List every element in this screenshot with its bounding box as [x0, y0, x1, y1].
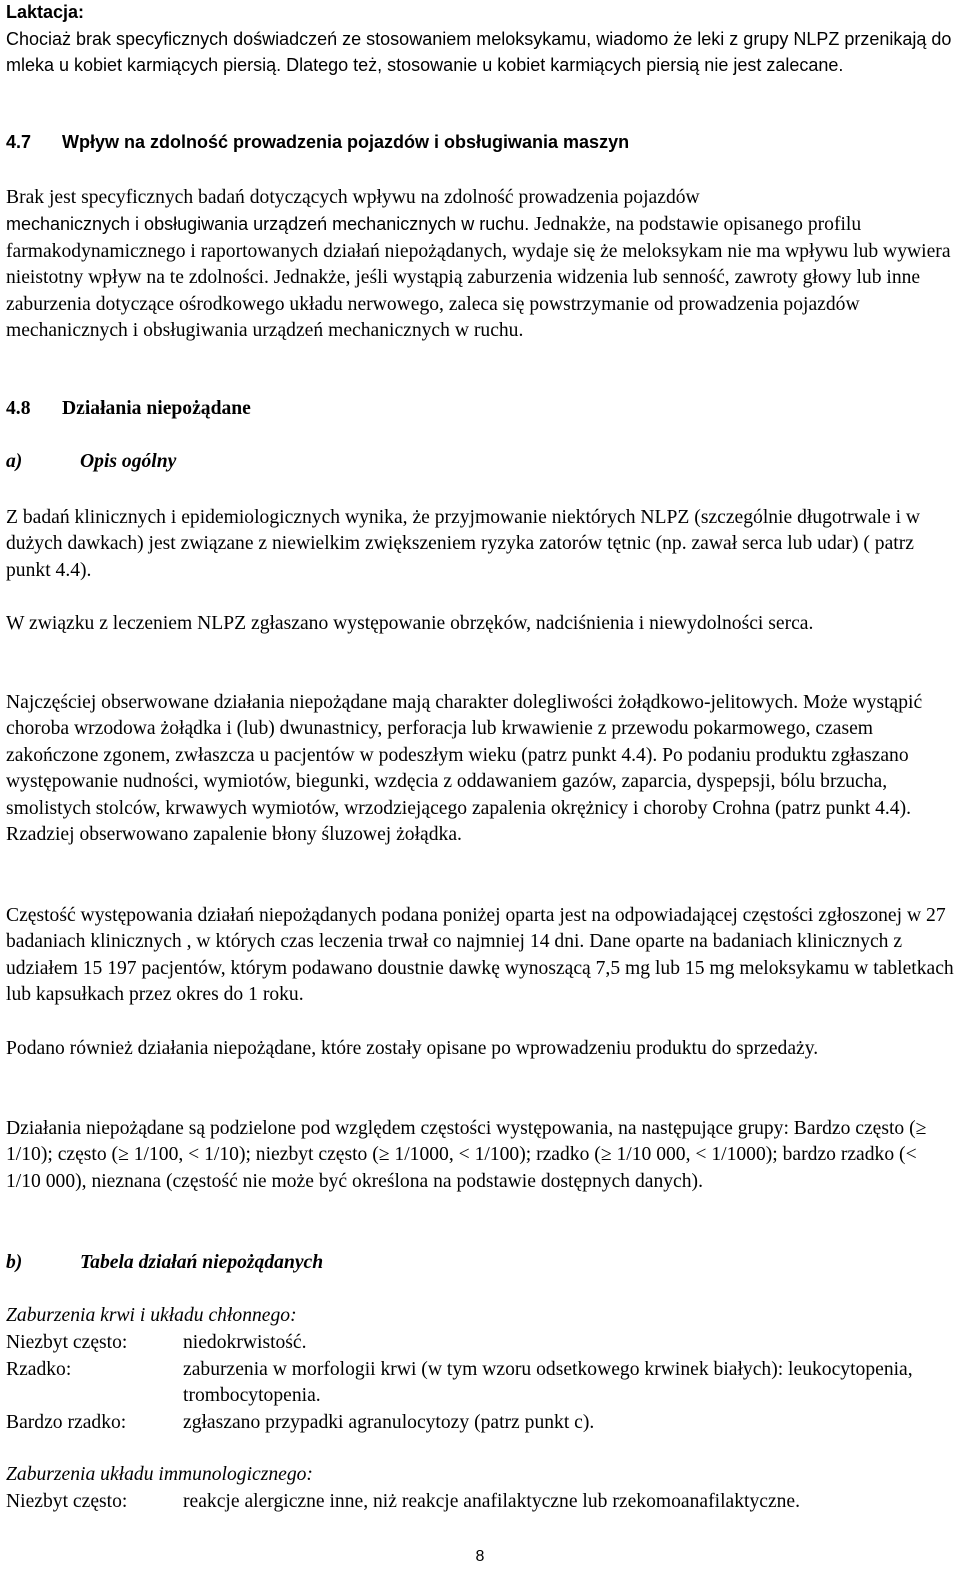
table-row: [6, 1357, 956, 1409]
reaction-description: niedokrwistość.: [183, 1332, 307, 1353]
group-heading-immune: Zaburzenia układu immunologicznego:: [6, 1464, 313, 1485]
frequency-term: Niezbyt często:: [6, 1332, 128, 1353]
subsection-title: Opis ogólny: [80, 451, 177, 472]
subsection-a-heading: [6, 451, 956, 473]
reaction-description: zaburzenia w morfologii krwi (w tym wzoru odsetkowego krwinek białych): leukocytopenia, trombocytopenia.: [183, 1359, 913, 1407]
page-number: 8: [475, 1548, 485, 1565]
paragraph-edema: W związku z leczeniem NLPZ zgłaszano występowanie obrzęków, nadciśnienia i niewydolności serca.: [6, 613, 814, 634]
table-row: [6, 1489, 956, 1515]
reaction-description: reakcje alergiczne inne, niż reakcje anafilaktyczne lub rzekomoanafilaktyczne.: [183, 1491, 801, 1512]
paragraph-gastro: Najczęściej obserwowane działania niepożądane mają charakter dolegliwości żołądkowo-jelitowych. Może wystąpić choroba wrzodowa żołądka i (lub) dwunastnicy, perforacja lub krwawienie z przewodu pokarmowego, czasem zakończone zgonem, zwłaszcza u pacjentów w podeszłym wieku (patrz punkt 4.4). Po podaniu produktu zgłaszano występowanie nudności, wymiotów, biegunki, wzdęcia z oddawaniem gazów, zaparcia, dyspepsji, bólu brzucha, smolistych stolców, krwawych wymiotów, wrzodziejącego zapalenia okrężnicy i choroby Crohna (patrz punkt 4.4). Rzadziej obserwowano zapalenie błony śluzowej żołądka.: [6, 692, 923, 846]
frequency-term: Rzadko:: [6, 1359, 72, 1380]
table-row: [6, 1330, 956, 1356]
paragraph-postmarketing: Podano również działania niepożądane, które zostały opisane po wprowadzeniu produktu do sprzedaży.: [6, 1038, 819, 1059]
frequency-term: Niezbyt często:: [6, 1491, 128, 1512]
paragraph-text-serif: Brak jest specyficznych badań dotyczących wpływu na zdolność prowadzenia pojazdów: [6, 187, 700, 208]
table-row: [6, 1410, 956, 1436]
section-4-7-heading: [6, 132, 956, 153]
paragraph-frequency-groups: Działania niepożądane są podzielone pod względem częstości występowania, na następujące grupy: Bardzo często (≥ 1/10); często (≥ 1/100, < 1/10); niezbyt często (≥ 1/1000, < 1/100); rzadko (≥ 1/10 000, < 1/1000); bardzo rzadko (< 1/10 000), nieznana (częstość nie może być określona na podstawie dostępnych danych).: [6, 1118, 927, 1192]
section-number: 4.8: [6, 398, 31, 419]
section-number: 4.7: [6, 132, 32, 152]
reaction-description: zgłaszano przypadki agranulocytozy (patrz punkt c).: [183, 1412, 595, 1433]
subsection-letter: a): [6, 451, 23, 472]
paragraph-text-rest: Jednakże, na podstawie opisanego profilu farmakodynamicznego i raportowanych działań niepożądanych, wydaje się że meloksykam nie ma wpływu lub wywiera nieistotny wpływ na te zdolności. Jednakże, jeśli wystąpią zaburzenia widzenia lub senność, zawroty głowy lub inne zaburzenia dotyczące ośrodkowego układu nerwowego, zaleca się powstrzymanie od prowadzenia pojazdów mechanicznych i obsługiwania urządzeń mechanicznych w ruchu.: [6, 214, 951, 342]
section-4-7-paragraph: [6, 185, 956, 344]
subsection-b-heading: [6, 1252, 956, 1274]
frequency-term: Bardzo rzadko:: [6, 1412, 127, 1433]
section-title: Działania niepożądane: [62, 398, 251, 419]
section-4-8-heading: [6, 398, 956, 420]
section-title: Wpływ na zdolność prowadzenia pojazdów i obsługiwania maszyn: [62, 132, 630, 152]
subsection-letter: b): [6, 1252, 23, 1273]
paragraph-text-sans: mechanicznych i obsługiwania urządzeń mechanicznych w ruchu.: [6, 214, 530, 235]
group-heading-blood: Zaburzenia krwi i układu chłonnego:: [6, 1305, 297, 1326]
paragraph-risk: Z badań klinicznych i epidemiologicznych wynika, że przyjmowanie niektórych NLPZ (szczególnie długotrwale i w dużych dawkach) jest związane z niewielkim zwiększeniem ryzyka zatorów tętnic (np. zawał serca lub udar) ( patrz punkt 4.4).: [6, 507, 921, 581]
lactation-text: Chociaż brak specyficznych doświadczeń ze stosowaniem meloksykamu, wiadomo że leki z grupy NLPZ przenikają do mleka u kobiet karmiących piersią. Dlatego też, stosowanie u kobiet karmiących piersią nie jest zalecane.: [6, 29, 952, 76]
lactation-heading: Laktacja:: [6, 2, 85, 22]
paragraph-frequency-source: Częstość występowania działań niepożądanych podana poniżej oparta jest na odpowiadającej częstości zgłoszonej w 27 badaniach klinicznych , w których czas leczenia trwał co najmniej 14 dni. Dane oparte na badaniach klinicznych z udziałem 15 197 pacjentów, którym podawano doustnie dawkę wynoszącą 7,5 mg lub 15 mg meloksykamu w tabletkach lub kapsułkach przez okres do 1 roku.: [6, 905, 954, 1006]
subsection-title: Tabela działań niepożądanych: [80, 1252, 324, 1273]
